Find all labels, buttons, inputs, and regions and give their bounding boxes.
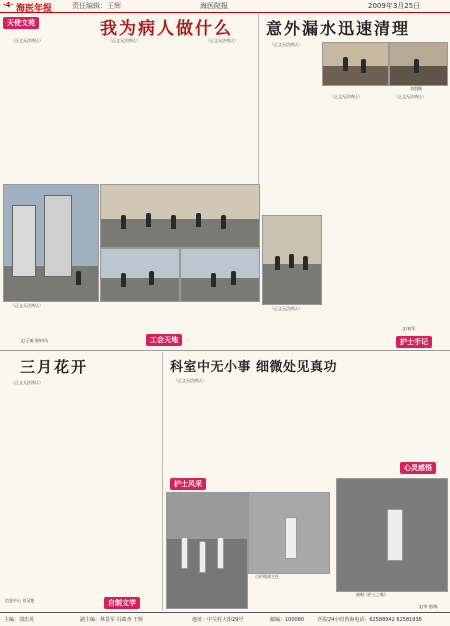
- footer-hotline: 医院24小时咨询电话：62588942 62581936: [318, 617, 422, 623]
- photo-nurses-dance: [166, 492, 248, 609]
- article-body-2c: （正文无法辨认）: [394, 94, 426, 99]
- photo-water-cleanup-1: [322, 42, 389, 86]
- photo-crowd-dance: [100, 184, 260, 248]
- article-body-2b: （正文无法辨认）: [330, 94, 362, 99]
- photo-leaders-group: [262, 215, 322, 305]
- editors-line: 责任编辑：王辉: [72, 2, 121, 10]
- tag-gonghui-tiandi: 工会天地: [146, 334, 182, 346]
- photo-buildings: [3, 184, 99, 302]
- nurse-note-credit: 文/何军: [402, 326, 416, 331]
- reflection-credit: 文/李 图/陈: [418, 604, 438, 609]
- article-body-1a: （正文无法辨认）: [11, 38, 43, 43]
- photo-activity-1: [100, 248, 180, 302]
- footer-zip: 邮编：100080: [270, 617, 305, 623]
- page-footer: [0, 612, 450, 626]
- photo-water-cleanup-2: [389, 42, 448, 86]
- footer-address: 地址：中关村大街29号: [192, 617, 244, 623]
- article-body-4: （正文无法辨认）: [11, 380, 43, 385]
- masthead-logo: 海医年报: [16, 4, 53, 14]
- tag-hushi-shouji: 护士手记: [396, 336, 432, 348]
- photo-nurse-director: [248, 492, 330, 574]
- article-body-5: （正文无法辨认）: [174, 378, 206, 383]
- page-header: [0, 0, 450, 13]
- union-caption-text: （正文无法辨认）: [11, 303, 43, 308]
- literature-credit: 信息中心 刘灵艳: [5, 598, 35, 603]
- column-rule-2: [162, 352, 163, 610]
- photo-caption-song: 演唱《护士之歌》: [356, 592, 388, 597]
- footer-editor: 主编：刘忠英: [4, 617, 35, 623]
- headline-keshi: 科室中无小事 细微处见真功: [170, 360, 338, 375]
- headline-yiwai-loushui: 意外漏水迅速清理: [266, 19, 411, 38]
- union-credit: 文/王铺 图/何凤: [20, 338, 48, 343]
- tag-xinling-ganwu: 心灵感悟: [400, 462, 436, 474]
- article-body-1b: （正文无法辨认）: [108, 38, 140, 43]
- issue-date: 2009年3月25日: [368, 2, 421, 10]
- photo-singing: [336, 478, 448, 592]
- headline-wo-wei-bingren: 我为病人做什么: [100, 19, 233, 39]
- photo-activity-2: [180, 248, 260, 302]
- article-body-1c: （正文无法辨认）: [206, 38, 238, 43]
- tag-zizhi-wenxue: 自制文学: [104, 597, 140, 609]
- photo-credit-2: 刘凯摄: [410, 86, 422, 91]
- article-body-2a: （正文无法辨认）: [270, 42, 302, 47]
- page-number: ·4·: [3, 1, 14, 9]
- footer-deputy: 副主编：林景军 冯葛查 王辉: [80, 617, 144, 623]
- column-rule: [258, 14, 259, 212]
- paper-name: 海医院报: [200, 2, 228, 10]
- article-body-3a: （正文无法辨认）: [270, 306, 302, 311]
- tag-hushi-fengcai: 护士风采: [170, 478, 206, 490]
- section-divider: [0, 350, 450, 351]
- photo-caption-director: 古护理部主任: [255, 574, 279, 579]
- tag-tianshi-wenyuan: 天使文苑: [3, 17, 39, 29]
- headline-sanyue-huakai: 三月花开: [20, 358, 89, 376]
